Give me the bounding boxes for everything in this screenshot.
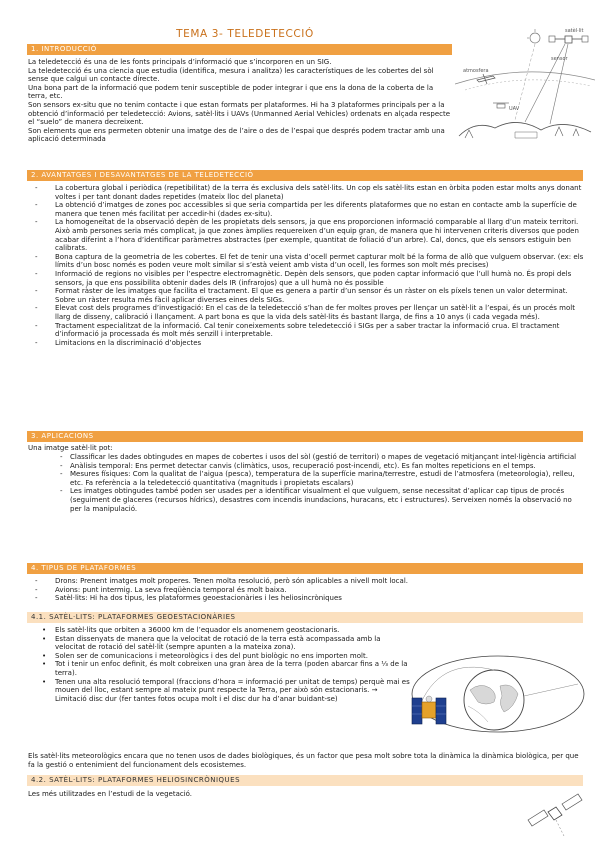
- intro-paragraph: La teledetecció és una ciencia que estudia (identifica, mesura i analitza) les característiques de les cobertes del sòl sense que calgui un contacte directe.: [28, 66, 434, 84]
- intro-paragraph: La teledetecció és una de les fonts principals d’informació que s’incorporen en un SIG.: [28, 58, 332, 66]
- list-item: • Estan dissenyats de manera que la velocitat de rotació de la terra està acompassada amb la velocitat de rotació del satèl·lit (sempre apunten a la mateixa zona).: [28, 635, 410, 652]
- intro-paragraph: Son elements que ens permeten obtenir una imatge des de l’aire o des de l’espai que després podem tractar amb una aplicació determinada: [28, 126, 445, 144]
- heliosynchronous-lead: Les més utilitzades en l’estudi de la vegetació.: [28, 790, 193, 798]
- figure-label: UAV: [509, 106, 520, 112]
- advantages-list: [28, 184, 584, 347]
- list-item: - La obtenció d’imatges de zones poc accessibles si que seria compartida per les diferents plataformes que no estan en contacte amb la superfície de manera que tenen més facilitat per accedir-hi (dades ex-situ).: [28, 201, 584, 218]
- satellite-icon: [412, 696, 446, 724]
- list-item: - Bona captura de la geometria de les cobertes. El fet de tenir una vista d’ocell permet capturar molt bé la forma de allò que vulguem observar. (ex: els límits d’un bosc només es poden veure molt similar si s’està veient amb vista d’un ocell, les formes son molt més precises): [28, 253, 584, 270]
- list-item: - Anàlisis temporal: Ens permet detectar canvis (climàtics, usos, recuperació post-incendi, etc). Es fan moltes repeticions en el temps.: [28, 462, 584, 471]
- section-header-advantages: 2. AVANTATGES I DESAVANTATGES DE LA TELEDETECCIÓ: [27, 170, 583, 181]
- list-item: • Tot i tenir un enfoc definit, és molt cobreixen una gran àrea de la terra (poden abarcar fins a ⅓ de la terra).: [28, 660, 410, 677]
- list-item: • Tenen una alta resolució temporal (fraccions d’hora = informació per unitat de temps) perquè mai es mouen del lloc, estant sempre al mateix punt respecte la Terra, per això són estacionaris. → Limitació disc dur (fer tantes fotos ocupa molt i el disc dur ha d’anar buidant-se): [28, 678, 410, 704]
- section-header-platforms: 4. TIPUS DE PLATAFORMES: [27, 563, 583, 574]
- list-item: • Els satèl·lits que orbiten a 36000 km de l’equador els anomenem geostacionaris.: [28, 626, 410, 635]
- list-item: - Classificar les dades obtingudes en mapes de cobertes i usos del sòl (gestió de territori) o mapes de vegetació mitjançant intel·ligència artificial: [28, 453, 584, 462]
- figure-label: sensor: [551, 56, 568, 62]
- satellite-icon: [528, 794, 582, 836]
- list-item: - Elevat cost dels programes d’investigació: En el cas de la teledetecció s’han de fer moltes proves per llençar un satèl·lit a l’espai, és un procés molt llarg de disseny, calibració i llançament. A part bona es que la vida dels satèl·lits és bastant llarga, de fins a 10 anys (i cada vegada més).: [28, 304, 584, 321]
- terrain-icon: [459, 122, 591, 138]
- list-item: - La homogeneïtat de la observació depèn de les propietats dels sensors, ja que ens proporcionen informació comparable al llarg d’un mateix territori. Això amb persones seria més complicat, ja que zones àmplies requereixen d’un equip gran, de manera que hi intervenen criteris diversos que poden acabar diferint a l’hora d’identificar paràmetres abstractes (per exemple, quantitat de foliació d’un arbre). Cal, doncs, que els sensors estiguin ben calibrats.: [28, 218, 584, 252]
- applications-list: [28, 453, 584, 513]
- intro-text: [28, 58, 452, 144]
- intro-paragraph: Son sensors ex-situ que no tenim contacte i que estan formats per plataformes. Hi ha 3 plataformes principals per a la obtenció d’informació per teledetecció: Avions, satèl·lits i UAVs (Unmanned Aerial Vehicles) ordenats en alçada respecte el “suelo” de manera decreixent.: [28, 100, 451, 127]
- satellite-sketch: [520, 790, 590, 842]
- list-item: - Avions: punt intermig. La seva freqüència temporal és molt baixa.: [28, 586, 584, 595]
- section-header-intro: 1. INTRODUCCIÓ: [27, 44, 452, 55]
- satellite-icon: [549, 36, 588, 43]
- list-item: - Informació de regions no visibles per l’espectre electromagnètic. Depèn dels sensors, que poden captar informació que l’ull humà no. És propi dels sensors, ja que ens possibilita obtenir dades dels IR (infrarojos) que a ull humà no és possible: [28, 270, 584, 287]
- applications-lead: Una imatge satèl·lit pot:: [28, 444, 113, 452]
- platforms-list: [28, 577, 584, 603]
- geostationary-list: [28, 626, 410, 703]
- figure-label: atmosfera: [463, 68, 489, 74]
- remote-sensing-illustration: [455, 24, 595, 142]
- sun-icon: [527, 29, 540, 43]
- list-item: - Drons: Prenent imatges molt properes. Tenen molta resolució, però són aplicables a nivell molt local.: [28, 577, 584, 586]
- intro-paragraph: Una bona part de la informació que podem tenir susceptible de poder integrar i que ens la dona de la coberta de la terra, etc.: [28, 83, 434, 101]
- section-header-geostationary: 4.1. SATÈL·LITS: PLATAFORMES GEOESTACIONÀRIES: [27, 612, 583, 623]
- geostationary-orbit-illustration: [398, 636, 588, 746]
- figure-label: satèl·lit: [565, 28, 584, 34]
- earth-icon: [464, 670, 524, 730]
- geostationary-note: Els satèl·lits meteorològics encara que no tenen usos de dades biològiques, és un factor que pesa molt sobre tota la dinàmica la dinàmica biològica, per que fa la gestió o entenimient del funcionament dels ecosistemes.: [28, 752, 579, 769]
- section-header-heliosynchronous: 4.2. SATÈL·LITS: PLATAFORMES HELIOSINCRÒNIQUES: [27, 775, 583, 786]
- page-title: TEMA 3- TELEDETECCIÓ: [176, 28, 314, 40]
- section-header-applications: 3. APLICACIONS: [27, 431, 583, 442]
- list-item: - Les imatges obtingudes també poden ser usades per a identificar visualment el que vulguem, sense necessitat d’aplicar cap tipus de procés (seguiment de glaceres (recursos hídrics), desastres com incendis inundacions, huracans, etc i estructures). Serveixen només la observació no per la manipulació.: [28, 487, 584, 513]
- aircraft-icon: [477, 74, 495, 84]
- list-item: - La cobertura global i periòdica (repetibilitat) de la terra és exclusiva dels satèl·lits. Un cop els satèl·lits estan en òrbita poden estar molts anys donant voltes i per tant donant dades repetides (mateix lloc del planeta): [28, 184, 584, 201]
- list-item: - Mesures físiques: Com la qualitat de l’aigua (pesca), temperatura de la superfície marina/terrestre, estudi de l’atmosfera (meteorologia), relleu, etc. Fa referència a la teledetecció quantitativa (magnituds i propietats escalars): [28, 470, 584, 487]
- list-item: - Tractament especialitzat de la informació. Cal tenir coneixements sobre teledetecció i SIGs per a saber tractar la informació crua. El tractament d’informació ja processada és molt més senzill i interpretable.: [28, 322, 584, 339]
- list-item: - Format ràster de les imatges que facilita el tractament. El que es genera a partir d’un sensor és un ràster on els píxels tenen un valor determinat. Sobre un ràster resulta més fàcil aplicar diverses eines dels SIGs.: [28, 287, 584, 304]
- list-item: - Satèl·lits: Hi ha dos tipus, les plataformes geoestacionàries i les heliosincròniques: [28, 594, 584, 603]
- list-item: - Limitacions en la discriminació d’objectes: [28, 339, 584, 348]
- list-item: • Solen ser de comunicacions i meteorològics i des del punt biològic no ens importen molt.: [28, 652, 410, 661]
- uav-icon: [493, 103, 509, 108]
